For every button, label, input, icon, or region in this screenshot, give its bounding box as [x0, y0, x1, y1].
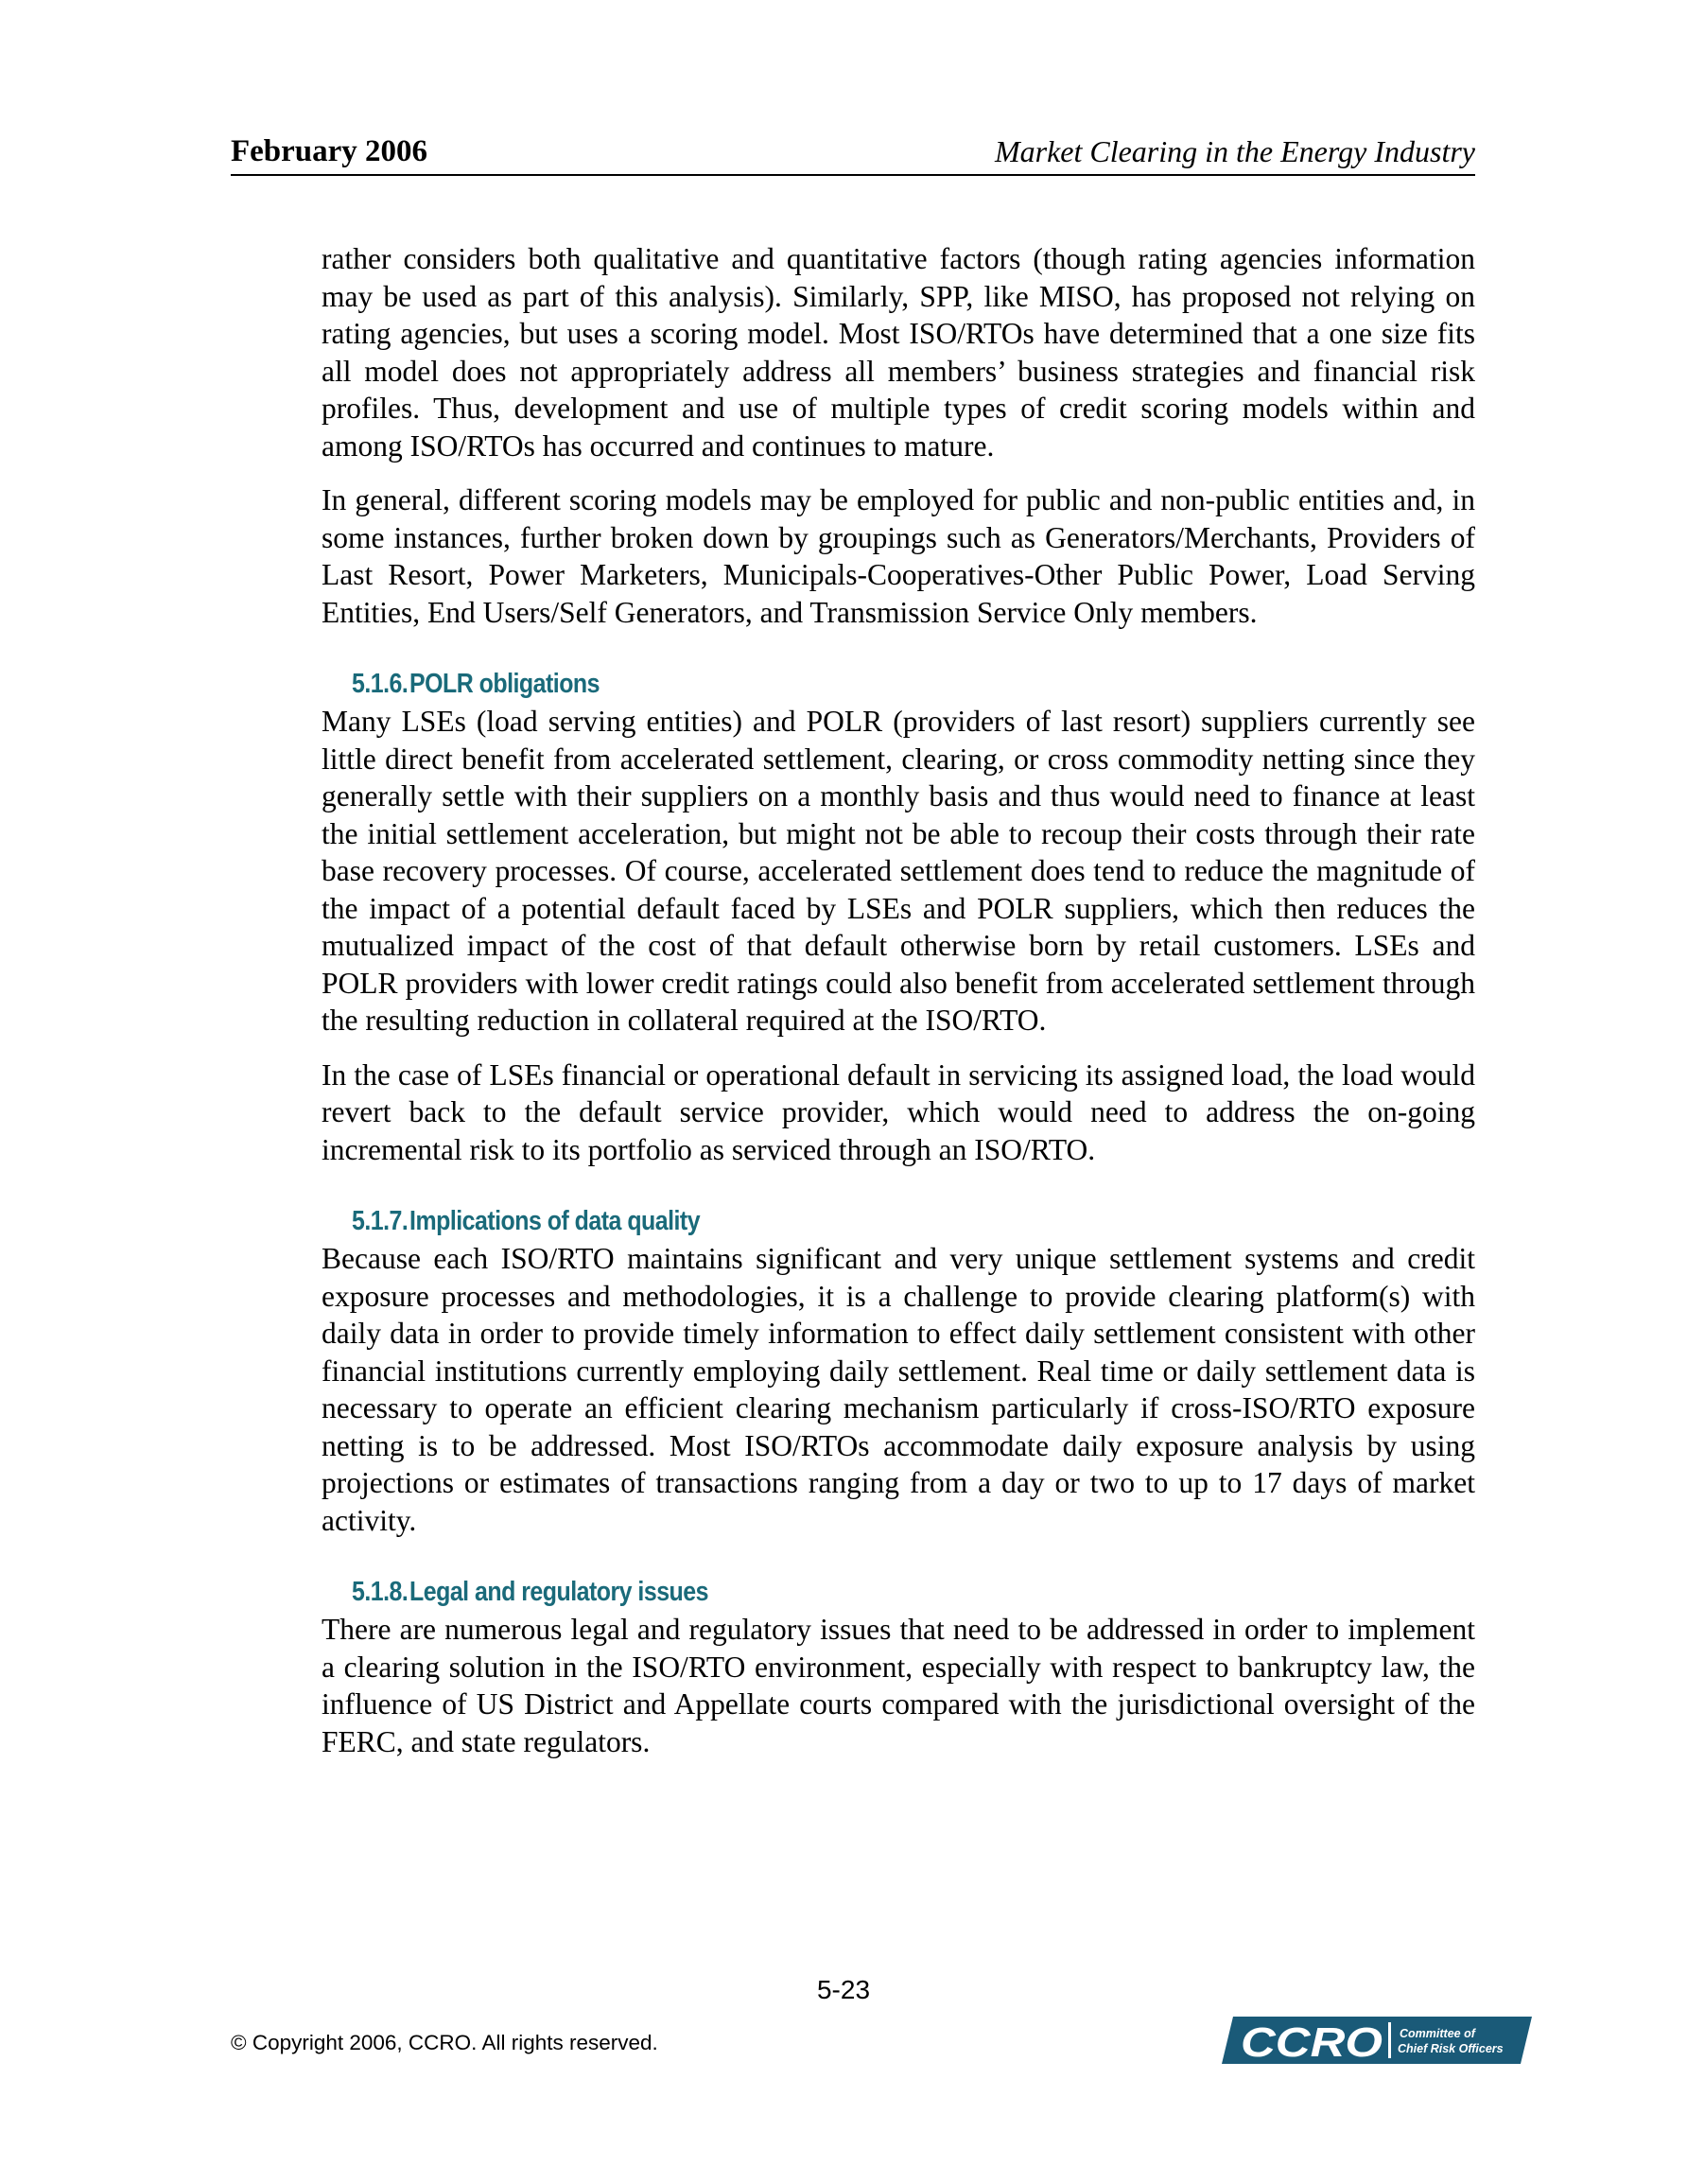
section-title: Legal and regulatory issues	[409, 1577, 708, 1607]
logo-divider	[1388, 2022, 1391, 2058]
logo-subtitle-line2: Chief Risk Officers	[1398, 2042, 1504, 2055]
header-title: Market Clearing in the Energy Industry	[994, 134, 1475, 168]
section-heading-polr	[352, 665, 1318, 703]
body-paragraph: In general, different scoring models may be employed for public and non-public entities and, in some instances, further broken down by groupings such as Generators/Merchants, Providers of Last Resort, Power Marketers, Municipals-Cooperatives-Other Public Power, Load Serving Entities, End Users/Self Generators, and Transmission Service Only members.	[322, 483, 1475, 629]
header-date: February 2006	[231, 134, 428, 168]
document-body	[322, 240, 1475, 1777]
body-paragraph: Because each ISO/RTO maintains significant and very unique settlement systems and credit exposure processes and methodologies, it is a challenge to provide clearing platform(s) with daily data in order to provide timely information to effect daily settlement consistent with other financial institutions currently employing daily settlement. Real time or daily settlement data is necessary to operate an efficient clearing mechanism particularly if cross-ISO/RTO exposure netting is to be addressed. Most ISO/RTOs accommodate daily exposure analysis by using projections or estimates of transactions ranging from a day or two to up to 17 days of market activity.	[322, 1242, 1475, 1537]
logo-wordmark: CCRO	[1241, 2019, 1383, 2066]
logo-subtitle-line1: Committee of	[1400, 2027, 1475, 2040]
page-header	[231, 131, 1475, 176]
body-paragraph: There are numerous legal and regulatory issues that need to be addressed in order to implement a clearing solution in the ISO/RTO environment, especially with respect to bankruptcy law, the influence of US District and Appellate courts compared with the jurisdictional oversight of the FERC, and state regulators.	[322, 1613, 1475, 1758]
ccro-logo	[1220, 2015, 1532, 2066]
page-number: 5-23	[816, 1975, 871, 2004]
section-number: 5.1.7.	[352, 1206, 409, 1236]
section-title: Implications of data quality	[409, 1206, 701, 1236]
section-number: 5.1.6.	[352, 669, 409, 699]
body-paragraph: In the case of LSEs financial or operational default in servicing its assigned load, the load would revert back to the default service provider, which would need to address the on-going incremental risk to its portfolio as serviced through an ISO/RTO.	[322, 1057, 1475, 1166]
section-number: 5.1.8.	[352, 1577, 409, 1607]
copyright-notice: © Copyright 2006, CCRO. All rights reserved.	[231, 2031, 658, 2054]
section-heading-legal	[352, 1573, 1318, 1611]
body-paragraph: rather considers both qualitative and quantitative factors (though rating agencies information may be used as part of this analysis). Similarly, SPP, like MISO, has proposed not relying on rating agencies, but uses a scoring model. Most ISO/RTOs have determined that a one size fits all model does not appropriately address all members’ business strategies and financial risk profiles. Thus, development and use of multiple types of credit scoring models within and among ISO/RTOs has occurred and continues to mature.	[322, 242, 1475, 463]
section-title: POLR obligations	[409, 669, 600, 699]
body-paragraph: Many LSEs (load serving entities) and POLR (providers of last resort) suppliers currently see little direct benefit from accelerated settlement, clearing, or cross commodity netting since they generally settle with their suppliers on a monthly basis and thus would need to finance at least the initial settlement acceleration, but might not be able to recoup their costs through their rate base recovery processes. Of course, accelerated settlement does tend to reduce the magnitude of the impact of a potential default faced by LSEs and POLR suppliers, which then reduces the mutualized impact of the cost of that default otherwise born by retail customers. LSEs and POLR providers with lower credit ratings could also benefit from accelerated settlement through the resulting reduction in collateral required at the ISO/RTO.	[322, 705, 1475, 1037]
section-heading-data-quality	[352, 1202, 1318, 1240]
